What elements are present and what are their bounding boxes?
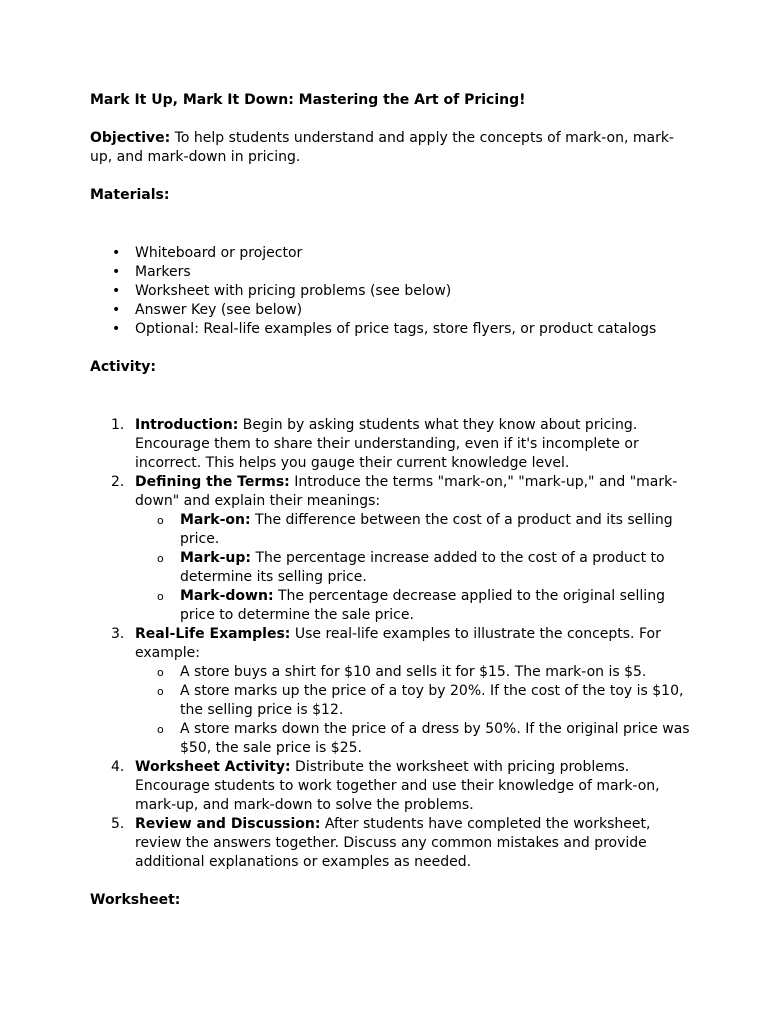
- activity-heading: Activity:: [90, 359, 156, 375]
- list-item: • Optional: Real-life examples of price tags, store flyers, or product catalogs: [112, 321, 657, 337]
- circle-bullet-icon: o: [157, 723, 164, 736]
- list-item: • Worksheet with pricing problems (see below): [112, 283, 452, 299]
- step-label: Defining the Terms:: [135, 474, 290, 490]
- bullet-icon: •: [112, 302, 121, 318]
- step-text: Use real-life examples to illustrate the concepts. For example:: [135, 626, 661, 661]
- materials-list: [90, 244, 690, 339]
- activity-step: [90, 625, 690, 758]
- activity-step: [90, 815, 690, 872]
- bullet-icon: •: [112, 321, 121, 337]
- sub-list-item: o Mark-down: The percentage decrease applied to the original selling price to determine the sale price.: [157, 588, 665, 623]
- activity-step: [90, 416, 690, 473]
- circle-bullet-icon: o: [157, 552, 164, 565]
- bullet-icon: •: [112, 283, 121, 299]
- list-item: • Whiteboard or projector: [112, 245, 303, 261]
- step-text: Introduce the terms "mark-on," "mark-up," and "mark-down" and explain their meanings:: [135, 474, 678, 509]
- step-label: Introduction:: [135, 417, 239, 433]
- step-label: Real-Life Examples:: [135, 626, 291, 642]
- step-text: Distribute the worksheet with pricing problems. Encourage students to work together and use their knowledge of mark-on, mark-up, and mark-down to solve the problems.: [135, 759, 660, 813]
- list-item: • Markers: [112, 264, 191, 280]
- activity-list: [90, 416, 690, 872]
- materials-heading: Materials:: [90, 187, 170, 203]
- step-number: 5.: [111, 816, 125, 832]
- bullet-icon: •: [112, 264, 121, 280]
- sub-list-item: o A store buys a shirt for $10 and sells it for $15. The mark-on is $5.: [157, 664, 647, 680]
- step-number: 2.: [111, 474, 125, 490]
- circle-bullet-icon: o: [157, 514, 164, 527]
- document-title: Mark It Up, Mark It Down: Mastering the Art of Pricing!: [90, 92, 526, 108]
- sub-list-item: o A store marks down the price of a dress by 50%. If the original price was $50, the sale price is $25.: [157, 721, 690, 756]
- bullet-icon: •: [112, 245, 121, 261]
- sub-list: [135, 511, 690, 625]
- step-number: 3.: [111, 626, 125, 642]
- circle-bullet-icon: o: [157, 685, 164, 698]
- objective-paragraph: [90, 129, 690, 167]
- sub-list: [135, 663, 690, 758]
- step-number: 1.: [111, 417, 125, 433]
- circle-bullet-icon: o: [157, 666, 164, 679]
- document-body: [90, 91, 690, 910]
- sub-list-item: o A store marks up the price of a toy by 20%. If the cost of the toy is $10, the selling price is $12.: [157, 683, 684, 718]
- activity-step: [90, 473, 690, 625]
- step-text: After students have completed the worksheet, review the answers together. Discuss any common mistakes and provide additional explanations or examples as needed.: [135, 816, 651, 870]
- step-label: Worksheet Activity:: [135, 759, 291, 775]
- circle-bullet-icon: o: [157, 590, 164, 603]
- worksheet-heading: Worksheet:: [90, 892, 181, 908]
- step-text: Begin by asking students what they know about pricing. Encourage them to share their understanding, even if it's incomplete or incorrect. This helps you gauge their current knowledge level.: [135, 417, 639, 471]
- list-item: • Answer Key (see below): [112, 302, 303, 318]
- sub-list-item: o Mark-up: The percentage increase added to the cost of a product to determine its selling price.: [157, 550, 665, 585]
- sub-list-item: o Mark-on: The difference between the cost of a product and its selling price.: [157, 512, 673, 547]
- step-label: Review and Discussion:: [135, 816, 321, 832]
- objective-text: To help students understand and apply the concepts of mark-on, mark-up, and mark-down in pricing.: [90, 130, 674, 165]
- step-number: 4.: [111, 759, 125, 775]
- activity-step: [90, 758, 690, 815]
- objective-label: Objective:: [90, 130, 171, 146]
